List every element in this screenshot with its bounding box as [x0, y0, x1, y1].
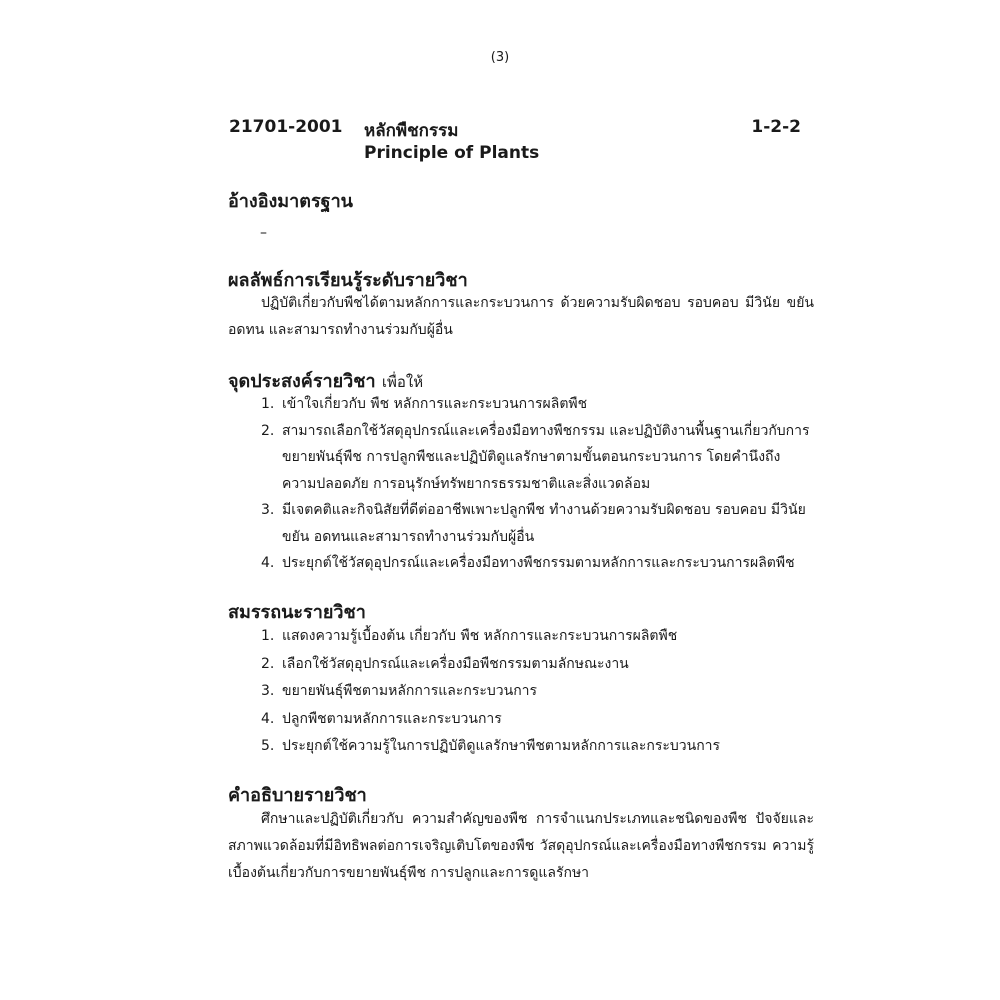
list-item-number: 2. [261, 655, 275, 672]
list-item [228, 623, 814, 651]
list-item [228, 550, 814, 577]
list-item-text: ประยุกต์ใช้วัสดุอุปกรณ์และเครื่องมือทางพืชกรรมตามหลักการและกระบวนการผลิตพืช [282, 555, 795, 571]
objectives-heading-suffix: เพื่อให้ [381, 373, 424, 391]
course-title-english: Principle of Plants [364, 143, 540, 163]
learning-outcome-heading: ผลลัพธ์การเรียนรู้ระดับรายวิชา [228, 270, 468, 291]
list-item [228, 651, 814, 679]
reference-standard-heading: อ้างอิงมาตรฐาน [228, 191, 353, 212]
list-item-text: เข้าใจเกี่ยวกับ พืช หลักการและกระบวนการผลิตพืช [282, 396, 588, 412]
objectives-heading-label: จุดประสงค์รายวิชา [228, 371, 376, 392]
reference-standard-value: – [260, 225, 267, 241]
list-item-number: 5. [261, 738, 275, 754]
list-item-text: แสดงความรู้เบื้องต้น เกี่ยวกับ พืช หลักการและกระบวนการผลิตพืช [282, 628, 678, 644]
course-description-heading: คำอธิบายรายวิชา [228, 785, 367, 806]
course-credits: 1-2-2 [751, 117, 801, 137]
list-item [228, 391, 814, 418]
list-item [228, 497, 814, 550]
list-item-number: 3. [261, 502, 275, 518]
list-item [228, 733, 814, 761]
course-description-text: ศึกษาและปฏิบัติเกี่ยวกับ ความสำคัญของพืช การจำแนกประเภทและชนิดของพืช ปัจจัยและสภาพแวดล้อมที่มีอิทธิพลต่อการเจริญเติบโตของพืช วัสดุอุปกรณ์และเครื่องมือทางพืชกรรม ความรู้เบื้องต้นเกี่ยวกับการขยายพันธุ์พืช การปลูกและการดูแลรักษา [228, 811, 814, 881]
list-item-number: 4. [261, 555, 275, 571]
list-item-number: 3. [261, 683, 275, 699]
list-item-number: 4. [261, 710, 275, 727]
list-item-text: ปลูกพืชตามหลักการและกระบวนการ [282, 710, 502, 727]
list-item-number: 2. [261, 422, 275, 439]
list-item [228, 706, 814, 734]
competencies-list [228, 623, 814, 761]
competencies-heading: สมรรถนะรายวิชา [228, 602, 366, 623]
list-item-text: ประยุกต์ใช้ความรู้ในการปฏิบัติดูแลรักษาพืชตามหลักการและกระบวนการ [282, 738, 721, 754]
list-item-text: มีเจตคติและกิจนิสัยที่ดีต่ออาชีพเพาะปลูกพืช ทำงานด้วยความรับผิดชอบ รอบคอบ มีวินัย ขยัน อดทนและสามารถทำงานร่วมกับผู้อื่น [282, 502, 806, 545]
list-item-number: 1. [261, 396, 275, 412]
list-item-text: ขยายพันธุ์พืชตามหลักการและกระบวนการ [282, 683, 538, 699]
course-code: 21701-2001 [229, 117, 343, 137]
list-item-text: เลือกใช้วัสดุอุปกรณ์และเครื่องมือพืชกรรมตามลักษณะงาน [282, 655, 629, 672]
course-title-thai: หลักพืชกรรม [364, 121, 459, 141]
list-item-number: 1. [261, 628, 275, 644]
list-item [228, 678, 814, 706]
list-item [228, 418, 814, 498]
list-item-text: สามารถเลือกใช้วัสดุอุปกรณ์และเครื่องมือทางพืชกรรม และปฏิบัติงานพื้นฐานเกี่ยวกับการขยายพันธุ์พืช การปลูกพืชและปฏิบัติดูแลรักษาตามขั้นตอนกระบวนการ โดยคำนึงถึงความปลอดภัย การอนุรักษ์ทรัพยากรธรรมชาติและสิ่งแวดล้อม [282, 422, 810, 492]
objectives-list [228, 391, 814, 577]
learning-outcome-text: ปฏิบัติเกี่ยวกับพืชได้ตามหลักการและกระบวนการ ด้วยความรับผิดชอบ รอบคอบ มีวินัย ขยัน อดทน และสามารถทำงานร่วมกับผู้อื่น [228, 295, 814, 338]
page-number: (3) [490, 50, 510, 65]
